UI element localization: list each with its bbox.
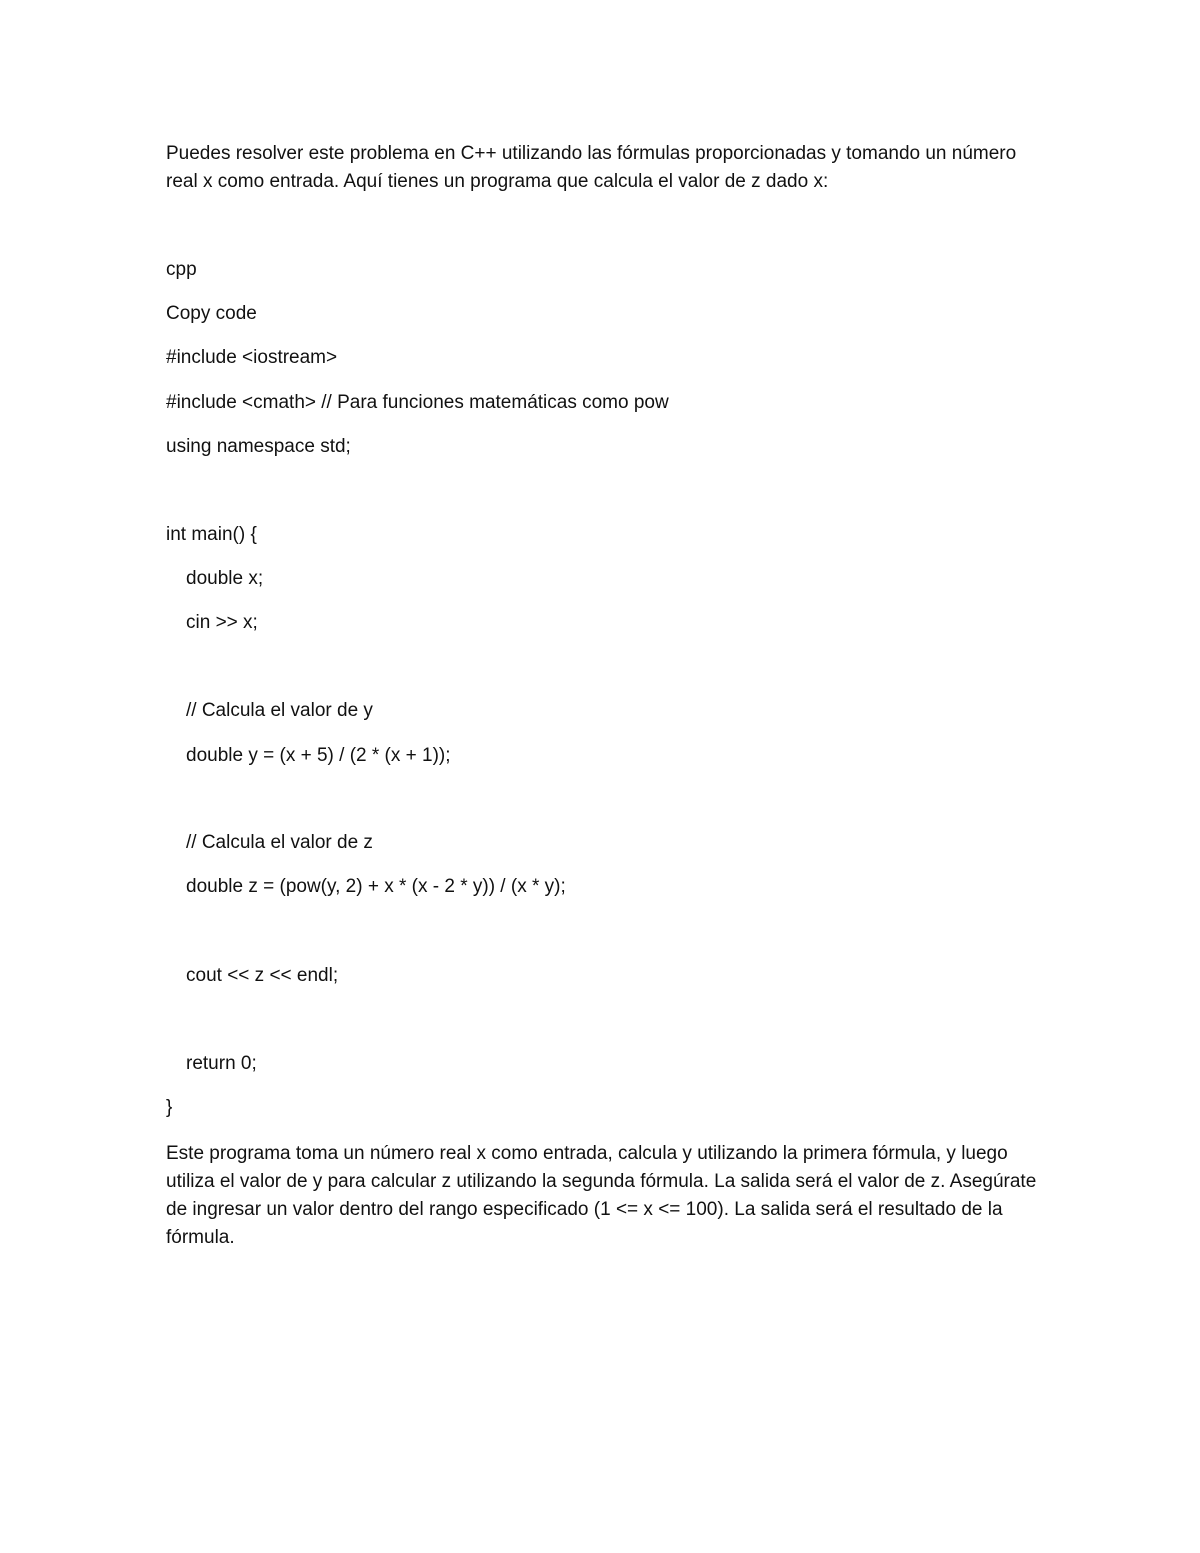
code-line: int main() { <box>166 524 257 545</box>
code-line: return 0; <box>186 1053 257 1074</box>
intro-paragraph: Puedes resolver este problema en C++ utilizando las fórmulas proporcionadas y tomando un número real x como entrada. Aquí tienes un programa que calcula el valor de z dado x: <box>166 143 1017 192</box>
copy-code-label: Copy code <box>166 303 257 324</box>
code-line: double x; <box>186 568 264 589</box>
outro-paragraph: Este programa toma un número real x como entrada, calcula y utilizando la primera fórmula, y luego utiliza el valor de y para calcular z utilizando la segunda fórmula. La salida será el valor de z. Asegúrate de ingresar un valor dentro del rango especificado (1 <= x <= 100). La salida será el resultado de la fórmula. <box>166 1143 1037 1248</box>
code-comment: // Calcula el valor de z <box>186 832 373 853</box>
code-line: cout << z << endl; <box>186 965 339 986</box>
code-line: using namespace std; <box>166 436 351 457</box>
code-language-label: cpp <box>166 259 197 280</box>
code-line: double z = (pow(y, 2) + x * (x - 2 * y)) / (x * y); <box>186 876 566 897</box>
code-comment: // Calcula el valor de y <box>186 700 373 721</box>
code-line: } <box>166 1097 173 1118</box>
code-line: #include <iostream> <box>166 347 338 368</box>
code-line: cin >> x; <box>186 612 258 633</box>
code-line: #include <cmath> // Para funciones matemáticas como pow <box>166 392 669 413</box>
code-line: double y = (x + 5) / (2 * (x + 1)); <box>186 745 451 766</box>
